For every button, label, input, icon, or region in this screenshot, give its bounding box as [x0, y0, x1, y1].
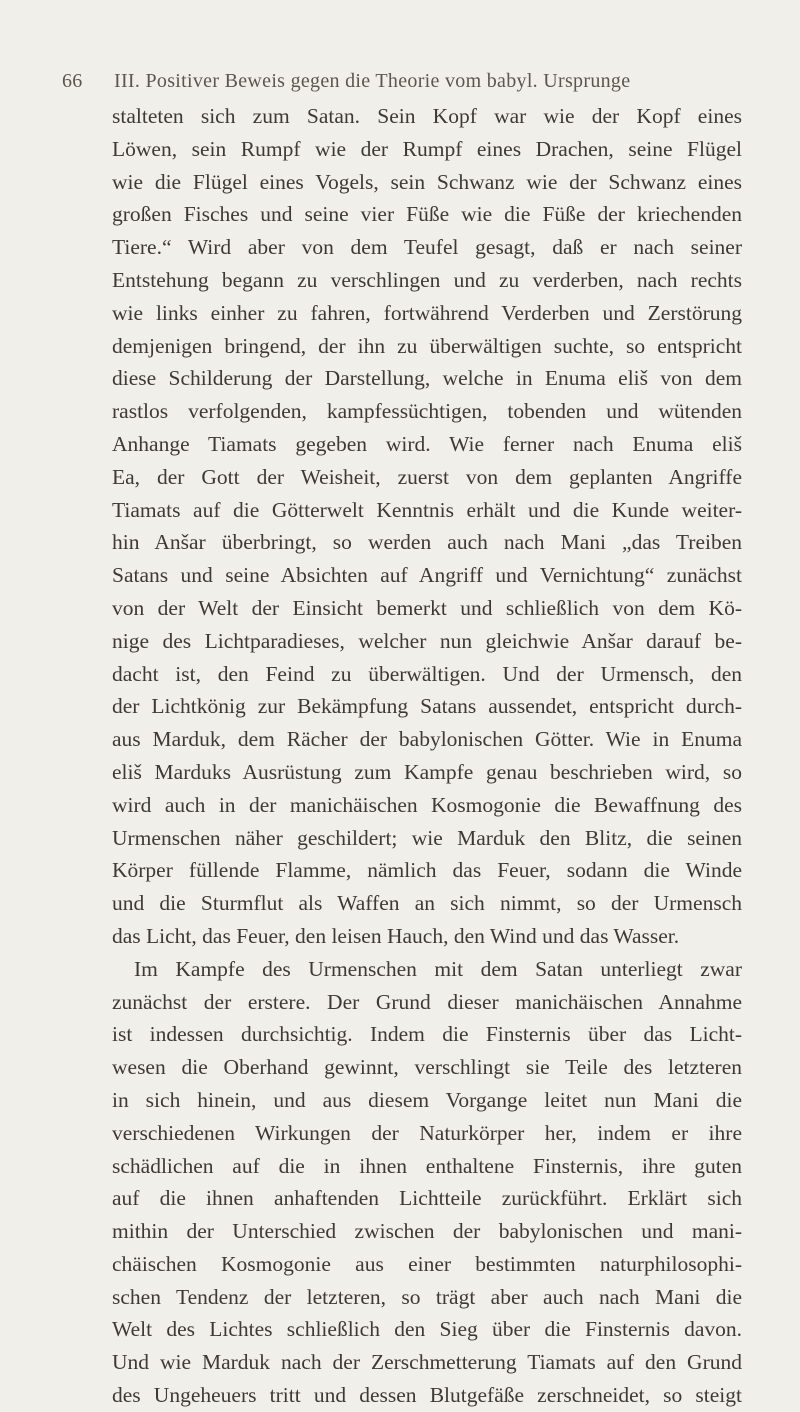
text-line: wie die Flügel eines Vogels, sein Schwanz wie der Schwanz eines	[112, 169, 742, 194]
text-line: wesen die Oberhand gewinnt, verschlingt sie Teile des letzteren	[112, 1055, 742, 1080]
text-line: eliš Marduks Ausrüstung zum Kampfe genau beschrieben wird, so	[112, 759, 742, 784]
text-line: des Ungeheuers tritt und dessen Blutgefäße zerschneidet, so steigt	[112, 1383, 742, 1408]
text-line: Tiere.“ Wird aber von dem Teufel gesagt, daß er nach seiner	[112, 235, 742, 260]
text-line: nige des Lichtparadieses, welcher nun gleichwie Anšar darauf be-	[112, 628, 742, 653]
text-line: von der Welt der Einsicht bemerkt und schließlich von dem Kö-	[112, 595, 742, 620]
text-line: schädlichen auf die in ihnen enthaltene Finsternis, ihre guten	[112, 1153, 742, 1178]
text-line: dacht ist, den Feind zu überwältigen. Und der Urmensch, den	[112, 661, 742, 686]
text-line: das Licht, das Feuer, den leisen Hauch, den Wind und das Wasser.	[112, 923, 680, 948]
text-line: schen Tendenz der letzteren, so trägt aber auch nach Mani die	[112, 1284, 742, 1309]
text-line: Entstehung begann zu verschlingen und zu verderben, nach rechts	[112, 267, 742, 292]
text-line: auf die ihnen anhaftenden Lichtteile zurückführt. Erklärt sich	[112, 1186, 742, 1211]
text-line: diese Schilderung der Darstellung, welche in Enuma eliš von dem	[112, 366, 742, 391]
text-line: in sich hinein, und aus diesem Vorgange leitet nun Mani die	[112, 1087, 742, 1112]
text-line: mithin der Unterschied zwischen der babylonischen und mani-	[112, 1219, 742, 1244]
text-line: Und wie Marduk nach der Zerschmetterung Tiamats auf den Grund	[112, 1350, 742, 1375]
text-line: ist indessen durchsichtig. Indem die Finsternis über das Licht-	[112, 1022, 742, 1047]
text-line: Körper füllende Flamme, nämlich das Feuer, sodann die Winde	[112, 858, 742, 883]
text-line: Löwen, sein Rumpf wie der Rumpf eines Drachen, seine Flügel	[112, 136, 742, 161]
text-line: zunächst der erstere. Der Grund dieser manichäischen Annahme	[112, 989, 742, 1014]
text-line: demjenigen bringend, der ihn zu überwältigen suchte, so entspricht	[112, 333, 742, 358]
text-line: und die Sturmflut als Waffen an sich nimmt, so der Urmensch	[112, 891, 742, 916]
body-text	[112, 100, 742, 1412]
text-line: Urmenschen näher geschildert; wie Marduk den Blitz, die seinen	[112, 825, 742, 850]
text-line: großen Fisches und seine vier Füße wie die Füße der kriechenden	[112, 202, 742, 227]
text-line: rastlos verfolgenden, kampfessüchtigen, tobenden und wütenden	[112, 399, 742, 424]
text-line: aus Marduk, dem Rächer der babylonischen Götter. Wie in Enuma	[112, 727, 742, 752]
text-line: der Lichtkönig zur Bekämpfung Satans aussendet, entspricht durch-	[112, 694, 742, 719]
running-header	[62, 70, 738, 93]
text-line: wie links einher zu fahren, fortwährend Verderben und Zerstörung	[112, 300, 742, 325]
page-number: 66	[62, 70, 83, 92]
text-line: Im Kampfe des Urmenschen mit dem Satan unterliegt zwar	[134, 956, 742, 981]
text-line: hin Anšar überbringt, so werden auch nach Mani „das Treiben	[112, 530, 742, 555]
text-line: Welt des Lichtes schließlich den Sieg über die Finsternis davon.	[112, 1317, 742, 1342]
text-line: wird auch in der manichäischen Kosmogonie die Bewaffnung des	[112, 792, 742, 817]
text-line: Tiamats auf die Götterwelt Kenntnis erhält und die Kunde weiter-	[112, 497, 742, 522]
text-line: stalteten sich zum Satan. Sein Kopf war wie der Kopf eines	[112, 104, 742, 128]
text-line: Ea, der Gott der Weisheit, zuerst von dem geplanten Angriffe	[112, 464, 742, 489]
text-line: Anhange Tiamats gegeben wird. Wie ferner nach Enuma eliš	[112, 431, 742, 456]
text-line: chäischen Kosmogonie aus einer bestimmten naturphilosophi-	[112, 1251, 742, 1276]
text-line: verschiedenen Wirkungen der Naturkörper her, indem er ihre	[112, 1120, 742, 1145]
running-title: III. Positiver Beweis gegen die Theorie vom babyl. Ursprunge	[114, 70, 631, 92]
text-line: Satans und seine Absichten auf Angriff und Vernichtung“ zunächst	[112, 563, 742, 588]
